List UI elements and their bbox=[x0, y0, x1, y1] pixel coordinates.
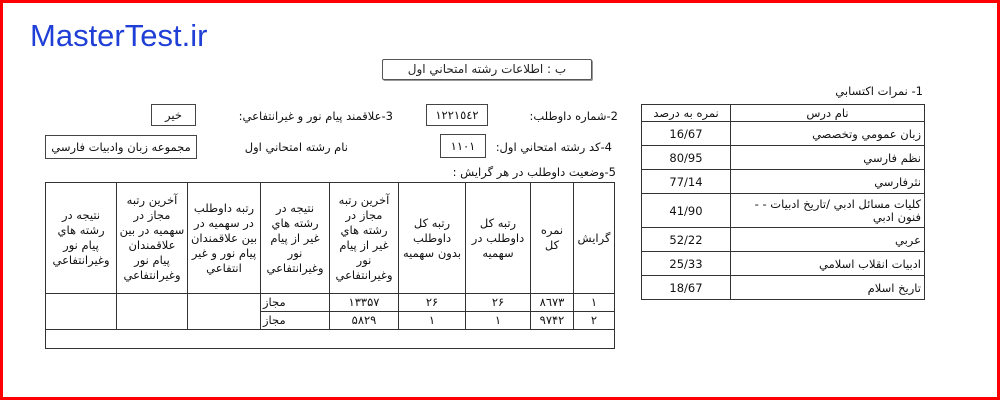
grade-value: 80/95 bbox=[642, 146, 731, 170]
grade-value: 41/90 bbox=[642, 194, 731, 228]
status-cell-total-score: ٩٧۴٢ bbox=[531, 312, 574, 330]
grades-header-percent: نمره به درصد bbox=[642, 105, 731, 122]
status-cell-rank-in-quota: ١ bbox=[466, 312, 531, 330]
status-cell-total-score: ٨٦٧٣ bbox=[531, 294, 574, 312]
exam-code-label: 4-كد رشته امتحاني اول: bbox=[495, 140, 612, 154]
grades-header-course: نام درس bbox=[731, 105, 925, 122]
status-cell-result-pnu bbox=[46, 294, 117, 330]
status-cell-rank-in-quota: ٢۶ bbox=[466, 294, 531, 312]
status-cell-last-allowed-rank: ١٣٣۵٧ bbox=[330, 294, 399, 312]
status-header-total-score: نمره كل bbox=[531, 183, 574, 294]
applicant-number-box: ١٢٢١٥٤٢ bbox=[426, 104, 488, 126]
status-footer-cell bbox=[46, 330, 615, 349]
status-header-rank-pnu: رتبه داوطلب در سهميه در بين علاقمندان پيام نور و غير انتفاعي bbox=[188, 183, 261, 294]
grades-row bbox=[642, 228, 925, 252]
status-header-result-regular: نتيجه در رشته هاي غير از پيام نور وغيرانتفاعي bbox=[261, 183, 330, 294]
grade-course-name: زبان عمومي وتخصصي bbox=[731, 122, 925, 146]
grades-table bbox=[641, 104, 925, 300]
status-label: 5-وضعيت داوطلب در هر گرايش : bbox=[452, 165, 616, 179]
grade-value: 52/22 bbox=[642, 228, 731, 252]
pnu-interest-box: خير bbox=[151, 104, 196, 126]
section-title: ب : اطلاعات رشته امتحاني اول bbox=[382, 59, 592, 80]
site-watermark: MasterTest.ir bbox=[30, 18, 208, 53]
status-cell-track: ٢ bbox=[574, 312, 615, 330]
exam-code-box: ١١٠١ bbox=[440, 134, 486, 158]
status-row bbox=[46, 294, 615, 312]
status-header-rank-in-quota: رتبه كل داوطلب در سهميه bbox=[466, 183, 531, 294]
status-header-result-pnu: نتيجه در رشته هاي پيام نور وغيرانتفاعي bbox=[46, 183, 117, 294]
grade-course-name: عربي bbox=[731, 228, 925, 252]
status-cell-rank-pnu bbox=[188, 294, 261, 330]
status-row-empty bbox=[46, 330, 615, 349]
status-table bbox=[45, 182, 615, 349]
exam-name-box: مجموعه زبان وادبيات فارسي bbox=[45, 135, 197, 159]
status-header-last-rank-pnu: آخرين رتبه مجاز در سهميه در بين علاقمندان پيام نور وغيرانتفاعي bbox=[117, 183, 188, 294]
grades-row bbox=[642, 170, 925, 194]
grade-value: 77/14 bbox=[642, 170, 731, 194]
grades-row bbox=[642, 252, 925, 276]
status-cell-last-allowed-rank: ۵٨٢٩ bbox=[330, 312, 399, 330]
grade-course-name: نظم فارسي bbox=[731, 146, 925, 170]
grades-row bbox=[642, 122, 925, 146]
status-cell-last-rank-pnu bbox=[117, 294, 188, 330]
grades-row bbox=[642, 146, 925, 170]
status-cell-track: ١ bbox=[574, 294, 615, 312]
grade-course-name: نثرفارسي bbox=[731, 170, 925, 194]
grade-course-name: ادبيات انقلاب اسلامي bbox=[731, 252, 925, 276]
grades-row bbox=[642, 276, 925, 300]
pnu-interest-label: 3-علاقمند پيام نور و غيرانتفاعي: bbox=[238, 109, 393, 123]
status-cell-result-regular: مجاز bbox=[261, 294, 330, 312]
grade-value: 18/67 bbox=[642, 276, 731, 300]
status-header-track: گرايش bbox=[574, 183, 615, 294]
grades-heading: 1- نمرات اكتسابي bbox=[835, 84, 923, 98]
status-cell-rank-without-quota: ٢۶ bbox=[399, 294, 466, 312]
grade-course-name: كليات مسائل ادبي /تاريخ ادبيات - - فنون ادبي bbox=[731, 194, 925, 228]
status-header-last-allowed-rank: آخرين رتبه مجاز در رشته هاي غير از پيام نور وغيرانتفاعي bbox=[330, 183, 399, 294]
applicant-number-label: 2-شماره داوطلب: bbox=[529, 109, 618, 123]
exam-name-label: نام رشته امتحاني اول bbox=[244, 140, 348, 154]
grade-course-name: تاريخ اسلام bbox=[731, 276, 925, 300]
grade-value: 16/67 bbox=[642, 122, 731, 146]
grades-row bbox=[642, 194, 925, 228]
grade-value: 25/33 bbox=[642, 252, 731, 276]
status-cell-rank-without-quota: ١ bbox=[399, 312, 466, 330]
status-cell-result-regular: مجاز bbox=[261, 312, 330, 330]
status-header-rank-without-quota: رتبه كل داوطلب بدون سهميه bbox=[399, 183, 466, 294]
